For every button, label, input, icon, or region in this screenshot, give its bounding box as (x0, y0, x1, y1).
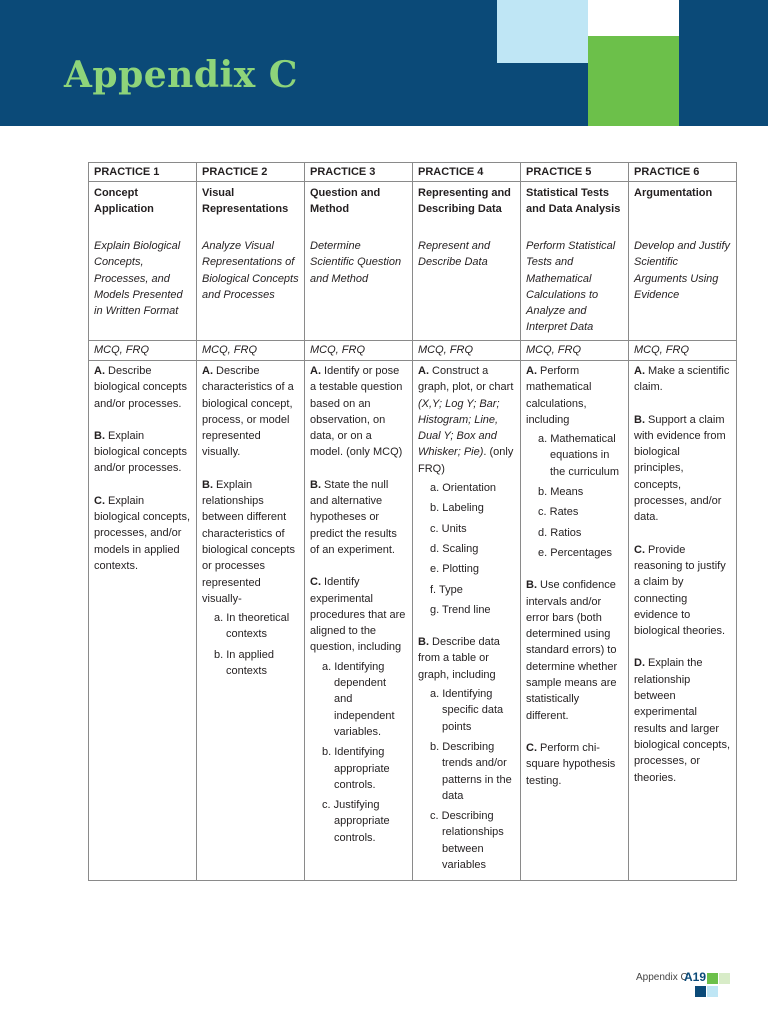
practice-description-cell (305, 182, 413, 341)
practice-heading: PRACTICE 3 (305, 163, 413, 182)
skill-sublist (202, 610, 299, 679)
subitem-text: Trend line (439, 603, 491, 616)
skill-item (526, 577, 623, 724)
skill-item-text: Use confidence intervals and/or error bars (both determined using standard errors) to determine whether sample means are statistically different. (526, 579, 618, 722)
subitem-text: Units (438, 522, 467, 535)
skill-item-text: Explain biological concepts and/or processes. (94, 429, 187, 475)
skill-subitem (526, 484, 623, 500)
subitem-text: Orientation (439, 482, 497, 495)
question-format-row (89, 341, 737, 361)
subitem-text: Labeling (439, 502, 484, 515)
subitem-text: Justifying appropriate controls. (330, 799, 390, 844)
skill-description: Represent and Describe Data (418, 240, 491, 269)
skill-item-text: Explain the relationship between experimental results and larger biological concepts, processes, or theories. (634, 657, 731, 784)
skill-subitem (418, 561, 515, 577)
footer-label: Appendix C (636, 972, 688, 983)
skill-description: Perform Statistical Tests and Mathematical Calculations to Analyze and Interpret Data (526, 240, 616, 334)
skill-item-label: A. (418, 365, 429, 377)
skill-item-text: . (only FRQ) (418, 446, 514, 475)
subitem-letter: b. (430, 502, 440, 515)
skills-cell (413, 361, 521, 881)
skill-item-text: Explain biological concepts, processes, and/or models in applied contexts. (94, 494, 191, 572)
subitem-letter: b. (214, 648, 224, 661)
skill-item-text: Support a claim with evidence from biological principles, concepts, processes, and/or data. (634, 413, 726, 524)
subitem-letter: b. (538, 486, 548, 499)
subitem-letter: c. (430, 522, 439, 535)
skill-item-label: B. (526, 579, 537, 592)
skill-subitem (526, 504, 623, 520)
subitem-text: Identifying specific data points (439, 688, 504, 733)
skill-item-text: Describe data from a table or graph, including (418, 636, 500, 681)
subitem-text: In applied contexts (223, 648, 274, 678)
skill-subitem (418, 582, 515, 598)
practice-heading: PRACTICE 2 (197, 163, 305, 182)
skill-description: Analyze Visual Representations of Biological Concepts and Processes (202, 240, 299, 301)
skill-sublist (418, 686, 515, 873)
decorative-block-lightblue (497, 0, 588, 63)
footer-square-navy (695, 986, 706, 997)
subitem-text: Identifying dependent and independent variables. (331, 660, 395, 738)
skill-item (310, 363, 407, 461)
skill-item-label: B. (310, 478, 321, 491)
skill-item-label: A. (634, 365, 645, 377)
skill-item (310, 574, 407, 846)
skills-cell (629, 361, 737, 881)
practice-description-cell (521, 182, 629, 341)
subitem-letter: g. (430, 603, 440, 616)
skills-cell (521, 361, 629, 881)
skill-item (418, 363, 515, 618)
footer-square-lightblue (707, 986, 718, 997)
skill-item (418, 634, 515, 873)
subitem-letter: f. (430, 583, 437, 596)
subitem-text: Type (436, 583, 463, 596)
skill-subitem (418, 686, 515, 735)
practice-description-cell (413, 182, 521, 341)
subitem-text: Rates (546, 506, 579, 519)
skill-item-text: Construct a graph, plot, or chart (418, 365, 514, 394)
skill-item-text: Make a scientific claim. (634, 365, 730, 394)
practice-description-cell (89, 182, 197, 341)
skills-cell (305, 361, 413, 881)
skill-subitem (526, 525, 623, 541)
skill-item-text: Identify experimental procedures that are aligned to the question, including (310, 576, 406, 654)
subitem-letter: a. (214, 612, 224, 625)
skill-item-italic-text: (X,Y; Log Y; Bar; Histogram; Line, Dual Y; Box and Whisker; Pie) (418, 397, 500, 459)
skill-item (634, 655, 731, 785)
question-format: MCQ, FRQ (413, 341, 521, 361)
skill-item-label: A. (94, 365, 105, 377)
skill-item (94, 428, 191, 477)
skill-item-text: Explain relationships between different characteristics of biological concepts or processes represented visually- (202, 478, 295, 605)
skill-item-label: C. (634, 543, 645, 556)
question-format: MCQ, FRQ (305, 341, 413, 361)
subitem-text: Describing relationships between variables (438, 810, 504, 872)
skill-item-label: A. (526, 365, 537, 377)
skill-item-label: B. (202, 478, 213, 491)
header-banner (0, 0, 768, 126)
skill-item (94, 363, 191, 412)
skill-item (310, 477, 407, 558)
skill-item (526, 740, 623, 789)
skill-item-label: C. (310, 576, 321, 589)
skill-subitem (418, 602, 515, 618)
subitem-text: Scaling (439, 542, 479, 555)
skill-item-label: A. (202, 365, 213, 377)
skill-item-text: Describe biological concepts and/or processes. (94, 365, 187, 410)
skill-item-label: B. (94, 429, 105, 442)
subitem-text: Ratios (547, 526, 582, 539)
subitem-letter: d. (538, 526, 548, 539)
subitem-letter: a. (538, 433, 548, 446)
skill-item-label: C. (94, 494, 105, 507)
skill-subitem (310, 744, 407, 793)
practice-heading: PRACTICE 5 (521, 163, 629, 182)
practice-heading: PRACTICE 4 (413, 163, 521, 182)
skill-name: Concept Application (94, 187, 154, 216)
skill-item (94, 493, 191, 574)
decorative-block-white (588, 0, 679, 36)
subitem-text: Identifying appropriate controls. (331, 746, 390, 791)
skill-subitem (418, 808, 515, 873)
skill-description: Explain Biological Concepts, Processes, and Models Presented in Written Format (94, 240, 183, 318)
skill-subitem (418, 521, 515, 537)
skill-item (526, 363, 623, 561)
skill-subitem (418, 541, 515, 557)
subitem-text: Percentages (547, 546, 613, 559)
subitem-letter: c. (430, 810, 439, 823)
skill-description: Determine Scientific Question and Method (310, 240, 402, 285)
skill-name: Visual Representations (202, 187, 289, 216)
subitem-letter: e. (430, 563, 440, 576)
practice-description-cell (629, 182, 737, 341)
subitem-letter: b. (430, 740, 440, 753)
skill-item (634, 542, 731, 640)
skill-subitem (310, 797, 407, 846)
skills-cell (89, 361, 197, 881)
skill-sublist (310, 659, 407, 846)
subitem-text: Describing trends and/or patterns in the data (439, 740, 512, 802)
skill-subitem (202, 647, 299, 680)
skills-row (89, 361, 737, 881)
skill-item-text: Identify or pose a testable question based on an observation, on data, or on a model. (only MCQ) (310, 365, 403, 459)
skill-subitem (418, 500, 515, 516)
question-format: MCQ, FRQ (521, 341, 629, 361)
footer-square-green (707, 973, 718, 984)
practice-description-row (89, 182, 737, 341)
subitem-text: Means (547, 486, 584, 499)
skill-item (202, 363, 299, 461)
skill-item-label: D. (634, 657, 645, 670)
practice-heading: PRACTICE 1 (89, 163, 197, 182)
skill-name: Representing and Describing Data (418, 187, 511, 216)
skill-item-label: B. (634, 413, 645, 426)
subitem-letter: b. (322, 746, 332, 759)
skill-item-label: A. (310, 365, 321, 377)
skill-name: Argumentation (634, 187, 713, 199)
subitem-letter: c. (322, 799, 331, 812)
practice-description-cell (197, 182, 305, 341)
question-format: MCQ, FRQ (197, 341, 305, 361)
page-title: Appendix C (64, 54, 298, 96)
question-format: MCQ, FRQ (629, 341, 737, 361)
skill-name: Question and Method (310, 187, 381, 216)
decorative-block-green (588, 36, 679, 126)
page-number: A19 (684, 970, 707, 984)
skill-subitem (526, 431, 623, 480)
practice-heading: PRACTICE 6 (629, 163, 737, 182)
practices-table (88, 162, 737, 881)
subitem-text: Mathematical equations in the curriculum (547, 433, 620, 478)
subitem-letter: a. (430, 688, 440, 701)
skill-sublist (418, 480, 515, 618)
skill-item-text: Provide reasoning to justify a claim by connecting evidence to biological theories. (634, 543, 726, 638)
skill-description: Develop and Justify Scientific Arguments Using Evidence (634, 240, 730, 301)
footer-square-lightgreen (719, 973, 730, 984)
subitem-text: In theoretical contexts (223, 612, 290, 641)
subitem-letter: d. (430, 542, 440, 555)
skill-item-text: State the null and alternative hypotheses or predict the results of an experiment. (310, 478, 397, 556)
skill-subitem (418, 739, 515, 804)
skill-item (634, 363, 731, 396)
subitem-letter: a. (430, 482, 440, 495)
skill-subitem (418, 480, 515, 496)
skill-sublist (526, 431, 623, 561)
skill-item-label: B. (418, 636, 429, 649)
skill-item (202, 477, 299, 680)
skill-item-label: C. (526, 741, 537, 754)
skill-item-text: Perform chi-square hypothesis testing. (526, 741, 616, 787)
skills-cell (197, 361, 305, 881)
skill-item-text: Describe characteristics of a biological concept, process, or model represented visually. (202, 365, 294, 459)
question-format: MCQ, FRQ (89, 341, 197, 361)
skill-subitem (526, 545, 623, 561)
skill-subitem (310, 659, 407, 740)
subitem-letter: c. (538, 506, 547, 519)
subitem-letter: a. (322, 660, 332, 673)
subitem-letter: e. (538, 546, 548, 559)
skill-name: Statistical Tests and Data Analysis (526, 187, 621, 216)
subitem-text: Plotting (439, 563, 479, 576)
practice-heading-row (89, 163, 737, 182)
skill-subitem (202, 610, 299, 643)
skill-item-text: Perform mathematical calculations, including (526, 365, 592, 426)
skill-item (634, 412, 731, 526)
